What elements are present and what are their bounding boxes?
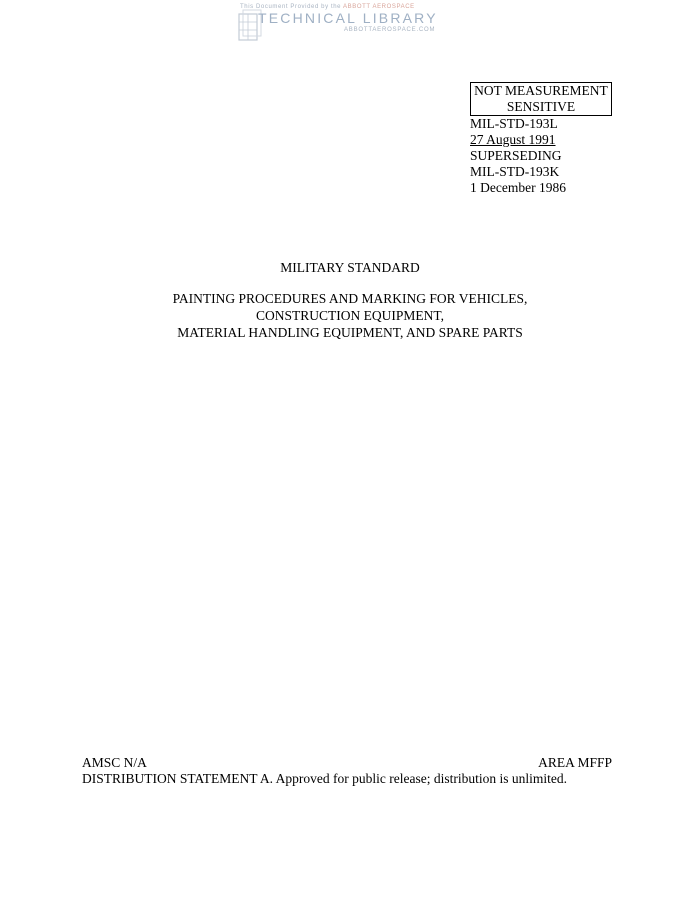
document-date: 27 August 1991 (470, 132, 556, 147)
watermark-tagline: This Document Provided by the ABBOTT AEROSPACE (240, 4, 415, 10)
superseded-document-date: 1 December 1986 (470, 180, 566, 195)
document-number: MIL-STD-193L (470, 116, 558, 131)
superseding-label: SUPERSEDING (470, 148, 562, 163)
superseded-document-number: MIL-STD-193K (470, 164, 560, 179)
title-line: PAINTING PROCEDURES AND MARKING FOR VEHICLES, (172, 291, 528, 306)
watermark-url: ABBOTTAEROSPACE.COM (344, 27, 436, 33)
document-title (0, 290, 700, 341)
document-type-heading: MILITARY STANDARD (280, 260, 420, 275)
document-identification-block (470, 82, 612, 196)
amsc-code: AMSC N/A (82, 755, 147, 770)
nms-line-1: NOT MEASUREMENT (474, 83, 608, 98)
title-line: MATERIAL HANDLING EQUIPMENT, AND SPARE PARTS (177, 325, 523, 340)
nms-line-2: SENSITIVE (506, 99, 576, 114)
not-measurement-sensitive-box (470, 82, 612, 116)
title-line: CONSTRUCTION EQUIPMENT, (256, 308, 444, 323)
area-code: AREA MFFP (538, 755, 612, 770)
distribution-statement: DISTRIBUTION STATEMENT A. Approved for public release; distribution is unlimited. (82, 771, 567, 786)
watermark-title: TECHNICAL LIBRARY (258, 10, 438, 26)
watermark (236, 2, 456, 46)
